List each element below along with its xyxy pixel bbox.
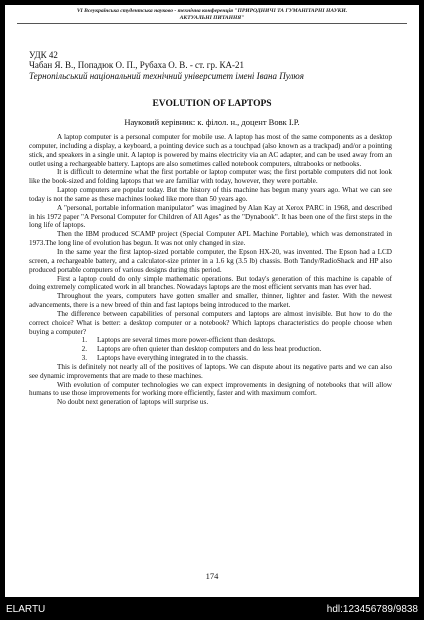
- header-line-1: VI Всеукраїнська студентська науково - технічна конференція "ПРИРОДНИЧІ ТА ГУМАНІТАРНІ НАУКИ.: [76, 8, 348, 14]
- list-number: 2.: [81, 345, 87, 354]
- footer-repository-name: ELARTU: [6, 604, 46, 615]
- scientific-supervisor: Науковий керівник: к. філол. н., доцент Вовк І.Р.: [124, 117, 300, 127]
- list-item: [29, 354, 392, 363]
- list-number: 3.: [81, 354, 87, 363]
- paragraph: Throughout the years, computers have gotten smaller and smaller, thinner, lighter and faster. With the newest advancements, there is a new breed of thin and fast laptops being introduced to the market.: [29, 292, 392, 310]
- paragraph: No doubt next generation of laptops will surprise us.: [57, 398, 209, 407]
- affiliation: Тернопільський національний технічний університет імені Івана Пулюя: [29, 71, 304, 81]
- footer-handle: hdl:123456789/9838: [326, 604, 418, 615]
- list-number: 1.: [81, 336, 87, 345]
- header-line-2: АКТУАЛЬНІ ПИТАННЯ": [179, 14, 245, 21]
- list-text: Laptops are several times more power-efficient than desktops.: [97, 336, 276, 345]
- list-item: [29, 336, 392, 345]
- paragraph: A "personal, portable information manipulator" was imagined by Alan Kay at Xerox PARC in 1968, and described in his 1972 paper "A Personal Computer for Children of All Ages" as the "Dynabook". It has been one of the first steps in the long life of laptops.: [29, 203, 392, 230]
- paragraph: It is difficult to determine what the first portable or laptop computer was; the first portable computers did not look like the book-sized and folding laptops that we are familiar with today, however, they were portable.: [29, 168, 392, 186]
- paragraph: Then the IBM produced SCAMP project (Special Computer APL Machine Portable), which was demonstrated in 1973.The long line of evolution has begun. It was not only changed in size.: [29, 230, 392, 248]
- udk-code: УДК 42: [29, 50, 58, 60]
- list-item: [29, 345, 392, 354]
- list-text: Laptops are often quieter than desktop computers and do less heat production.: [97, 345, 322, 354]
- paragraph: A laptop computer is a personal computer for mobile use. A laptop has most of the same components as a desktop computer, including a display, a keyboard, a pointing device such as a touchpad (also known as a trackpad) and/or a pointing stick, and speakers in a single unit. A laptop is powered by mains electricity via an AC adapter, and can be used away from an outlet using a rechargeable battery. Laptops are also sometimes called notebook computers, ultrabooks or netbooks.: [29, 133, 392, 168]
- article-title: EVOLUTION OF LAPTOPS: [152, 99, 272, 109]
- paragraph: First a laptop could do only simple mathematic operations. But today's generation of this machine is capable of doing extremely complicated work in all branches. Nowadays laptops are the most efficient servants man has ever had.: [29, 274, 392, 292]
- paragraph: The difference between capabilities of personal computers and laptops are almost invisible. But how to do the correct choice? What is better: a desktop computer or a notebook? Which laptops characteristics do people choose when buying a computer?: [29, 309, 392, 336]
- paragraph: In the same year the first laptop-sized portable computer, the Epson HX-20, was invented. The Epson had a LCD screen, a rechargeable battery, and a calculator-size printer in a 1.6 kg (3.5 lb) chassis. Both Tandy/RadioShack and HP also produced portable computers of various designs during this period.: [29, 247, 392, 274]
- paragraph: Laptop computers are popular today. But the history of this machine has begun many years ago. What we can see today is not the same as these machines looked like more than 50 years ago.: [29, 186, 392, 203]
- paragraph: With evolution of computer technologies we can expect improvements in designing of notebooks that will allow humans to use those improvements for working more efficiently, faster and with maximum comfort.: [29, 380, 392, 398]
- page-number: 174: [205, 571, 219, 581]
- authors: Чабан Я. В., Попадюк О. П., Рубаха О. В. - ст. гр. КА-21: [29, 60, 245, 70]
- paragraph: This is definitely not nearly all of the positives of laptops. We can dispute about its negative parts and we can also see dynamic improvements that are made to these machines.: [29, 362, 392, 380]
- conference-header: [17, 8, 407, 24]
- article-body: [29, 133, 392, 407]
- list-text: Laptops have everything integrated in to the chassis.: [97, 354, 248, 363]
- document-page: [5, 5, 419, 597]
